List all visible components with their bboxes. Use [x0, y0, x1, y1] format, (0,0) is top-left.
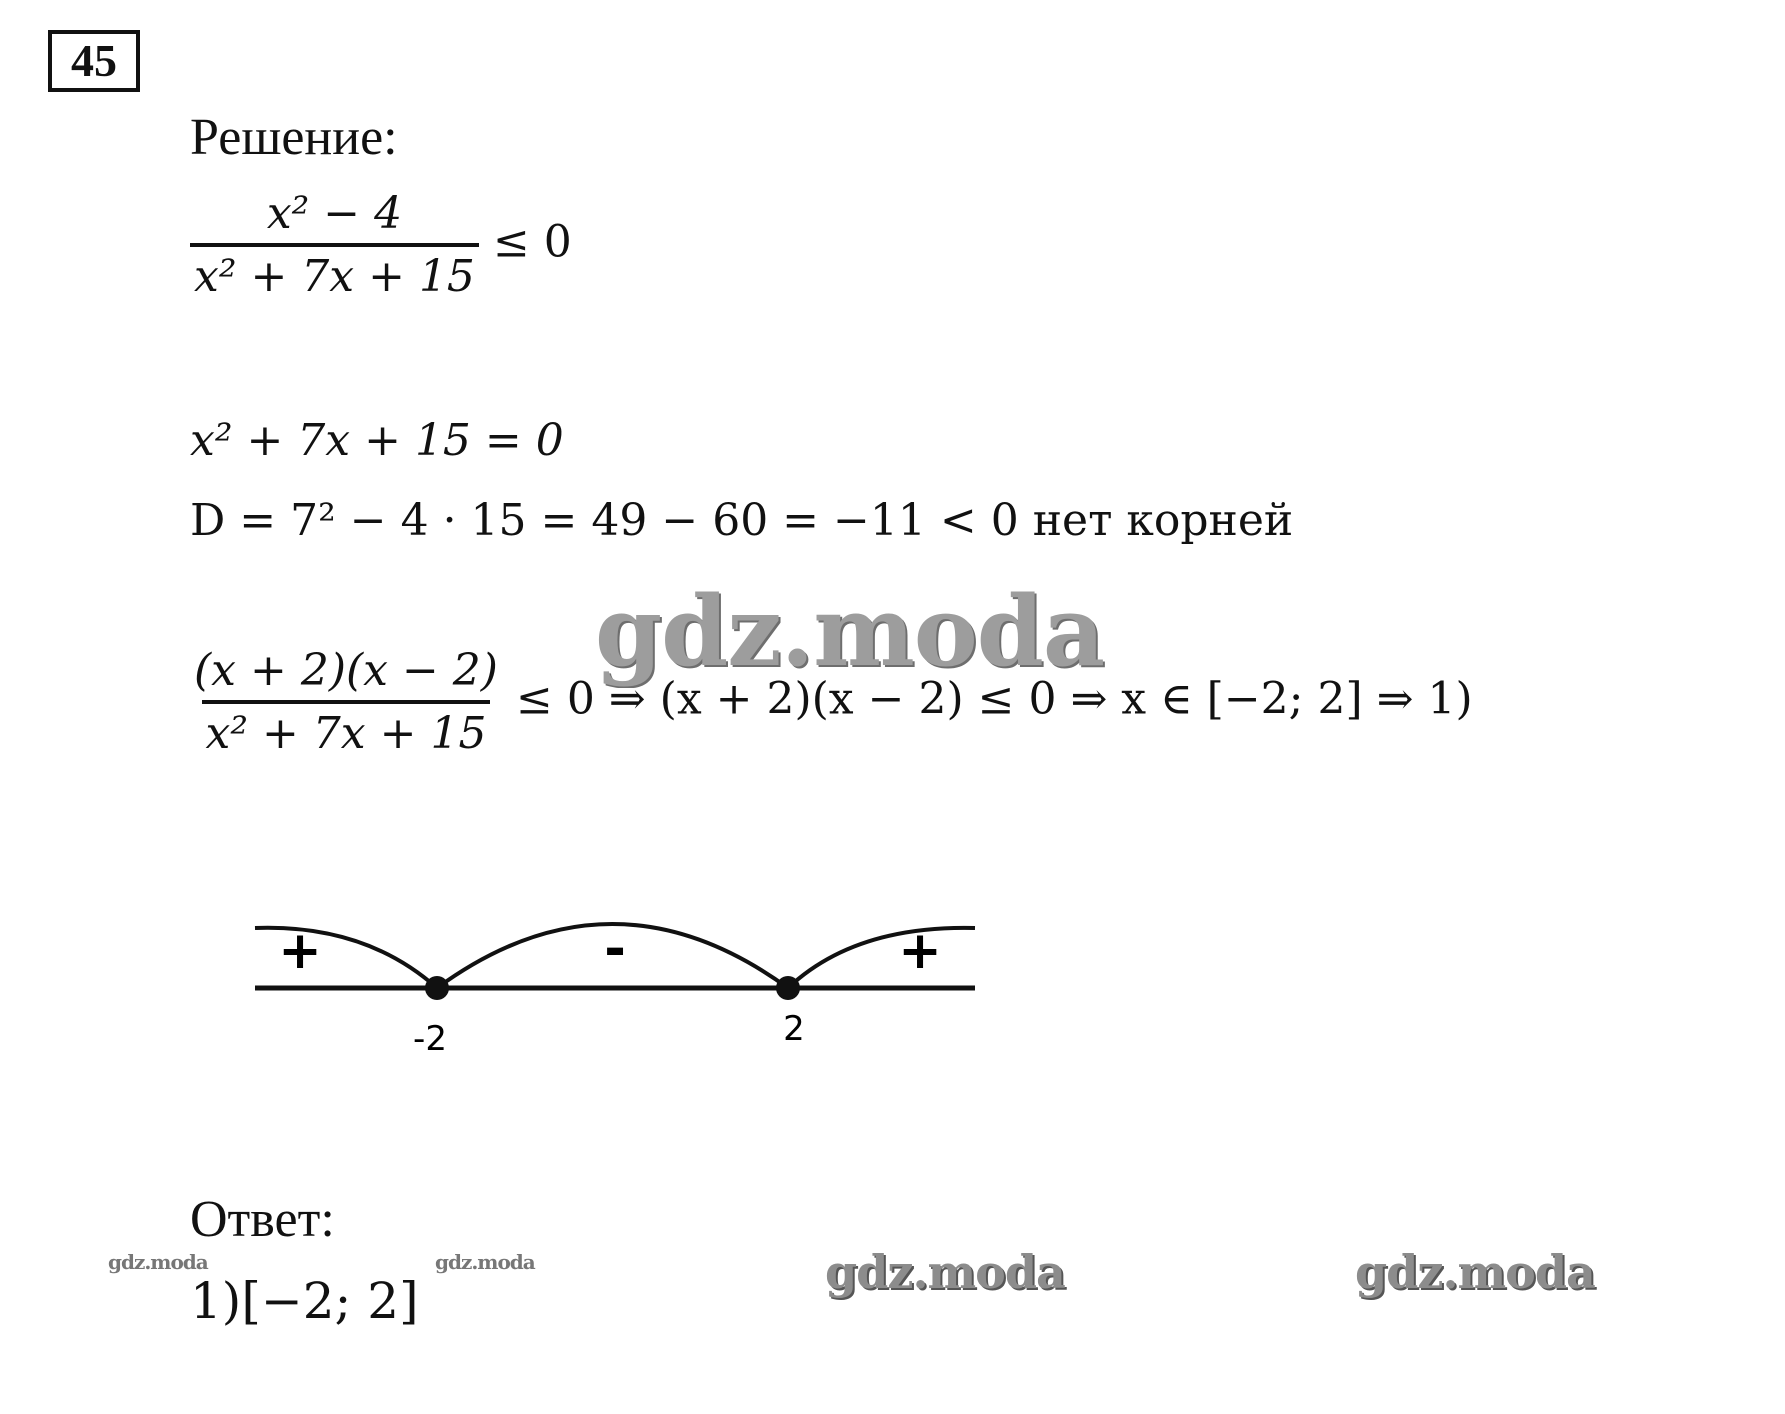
fraction [190, 645, 502, 759]
point-label: -2 [413, 1019, 447, 1059]
sign-label: - [604, 919, 626, 979]
answer-value: 1)[−2; 2] [190, 1272, 419, 1330]
sign-chart [240, 900, 1000, 1080]
sign-arc-right [788, 928, 975, 988]
sign-label: + [278, 921, 322, 981]
point-marker [425, 976, 449, 1000]
fraction-numerator: x² − 4 [266, 188, 403, 239]
fraction-denominator: x² + 7x + 15 [190, 243, 479, 302]
fraction [190, 188, 479, 302]
discriminant-line: D = 7² − 4 · 15 = 49 − 60 = −11 < 0 нет корней [190, 495, 1294, 546]
implication-chain: ≤ 0 ⇒ (x + 2)(x − 2) ≤ 0 ⇒ x ∈ [−2; 2] ⇒ 1) [515, 673, 1473, 725]
fraction-denominator: x² + 7x + 15 [202, 700, 491, 759]
sign-label: + [898, 921, 942, 981]
solution-label: Решение: [190, 109, 398, 166]
watermark: gdz.moda [108, 1250, 208, 1274]
problem-number: 45 [48, 30, 140, 92]
relation: ≤ 0 [492, 216, 572, 268]
answer-label: Ответ: [190, 1191, 335, 1248]
inequality-1 [190, 188, 572, 302]
watermark: gdz.moda [825, 1245, 1065, 1299]
watermark: gdz.moda [1355, 1245, 1595, 1299]
watermark: gdz.moda [435, 1250, 535, 1274]
point-label: 2 [783, 1009, 805, 1049]
point-marker [776, 976, 800, 1000]
equation-line: x² + 7x + 15 = 0 [190, 415, 564, 466]
fraction-numerator: (x + 2)(x − 2) [194, 645, 498, 696]
watermark: gdz.moda [595, 575, 1105, 688]
